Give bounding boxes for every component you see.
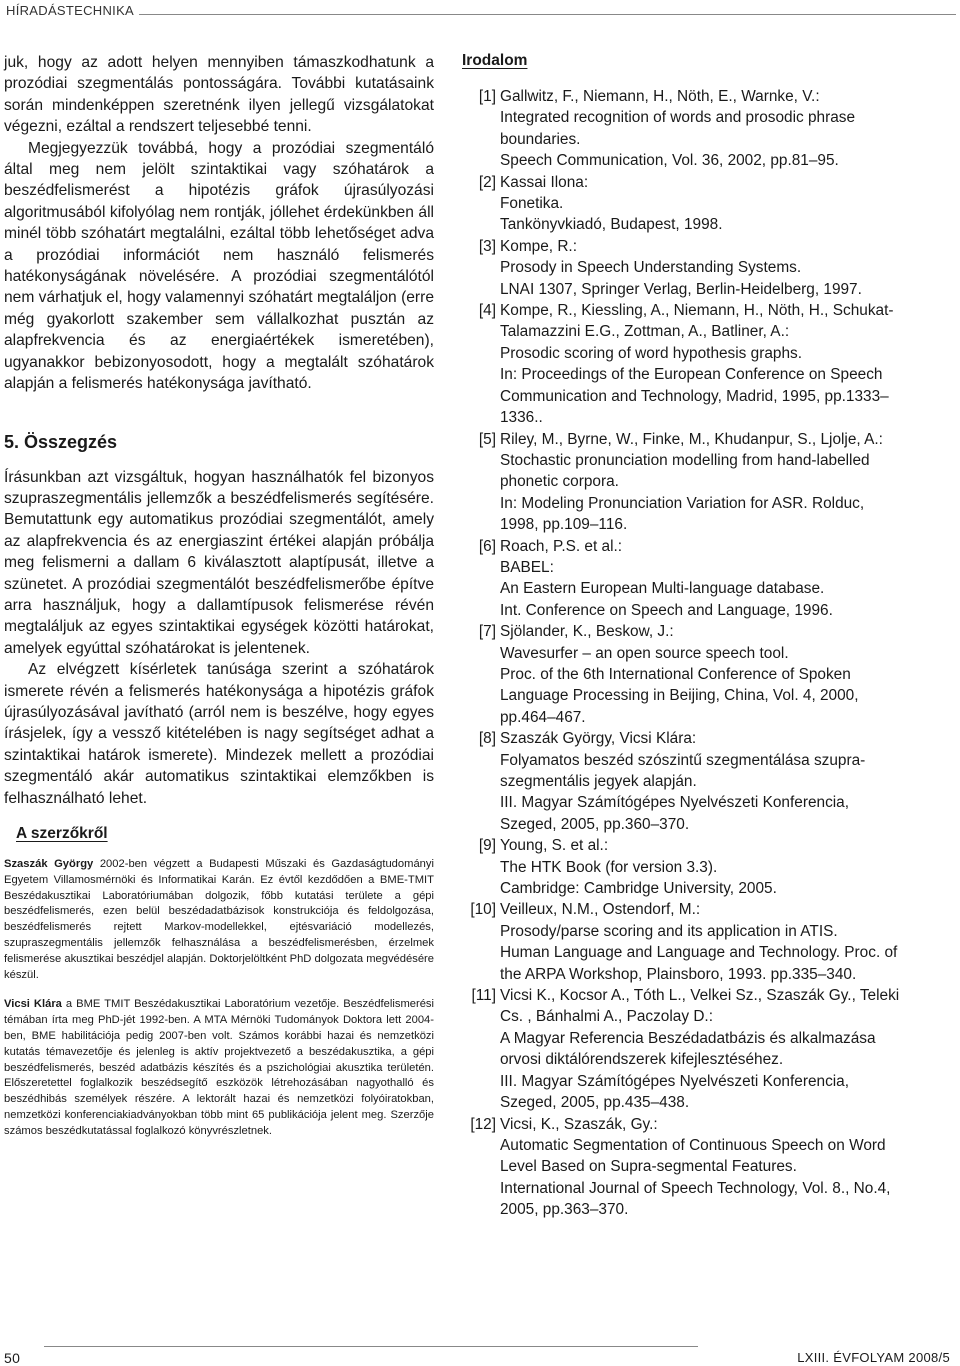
reference-item — [462, 899, 902, 985]
issue-label: LXIII. ÉVFOLYAM 2008/5 — [797, 1350, 950, 1365]
reference-item — [462, 86, 902, 172]
reference-number: [6] — [478, 537, 496, 555]
reference-item — [462, 985, 902, 1113]
reference-authors: Kassai Ilona: — [500, 173, 589, 191]
reference-item — [462, 300, 902, 428]
reference-authors: Young, S. et al.: — [500, 837, 609, 855]
reference-body — [500, 429, 902, 536]
author-bio-text: a BME TMIT Beszédakusztikai Laboratórium vezetője. Beszédfelismerési témában írta meg PhD-jét 1992-ben. A MTA Mérnöki Tudományok Doktora lett 2004-ben, BME habilitációja pedig 2007-ben volt. Számos korábbi hazai és nemzetközi kutatás témavezetője és jelenleg is aktív projektvezető a beszédakusztika, a gépi beszédfelismerés, beszéd adatbázis készítés és a pszichológiai akusztika területén. Előszeretettel foglalkozik beszédsegítő eszközök létrehozásában nagyothalló és beszédhibás személyek részére. A lektorált hazai és nemzetközi folyóiratokban, nemzetközi konferenciakiadványokban több mint 65 publikációja jelent meg. Szerzője számos beszédkutatással foglalkozó könyvrészletnek. — [4, 998, 435, 1137]
page-number: 50 — [4, 1350, 21, 1366]
reference-line: Fonetika. — [500, 195, 564, 213]
reference-body — [500, 985, 902, 1113]
reference-number: [8] — [478, 730, 496, 748]
right-column — [462, 52, 902, 1221]
reference-body — [500, 835, 902, 899]
reference-line: A Magyar Referencia Beszédadatbázis és alkalmazása orvosi diktálórendszerek kifejlesztéséhez. — [500, 1029, 876, 1069]
reference-item — [462, 835, 902, 899]
reference-line: Prosody in Speech Understanding Systems. — [500, 259, 802, 277]
header-rule — [139, 14, 956, 15]
reference-authors: Kompe, R., Kiessling, A., Niemann, H., Nöth, H., Schukat-Talamazzini E.G., Zottman, A., Batliner, A.: — [500, 302, 894, 341]
reference-line: In: Modeling Pronunciation Variation for ASR. Rolduc, 1998, pp.109–116. — [500, 494, 865, 534]
references-heading: Irodalom — [462, 52, 528, 69]
author-bio-szaszak — [4, 857, 434, 983]
author-bio-vicsi — [4, 997, 434, 1139]
reference-item — [462, 1114, 902, 1221]
reference-authors: Vicsi, K., Szaszák, Gy.: — [500, 1115, 658, 1133]
reference-line: BABEL: — [500, 558, 554, 576]
reference-line: Speech Communication, Vol. 36, 2002, pp.81–95. — [500, 152, 839, 170]
reference-body — [500, 1114, 902, 1221]
reference-number: [5] — [478, 430, 496, 448]
left-column — [4, 52, 434, 1154]
reference-number: [9] — [478, 837, 496, 855]
reference-line: Wavesurfer – an open source speech tool. — [500, 644, 789, 662]
reference-body — [500, 536, 902, 622]
reference-line: Folyamatos beszéd szószintű szegmentálása szupra-szegmentális jegyek alapján. — [500, 751, 866, 790]
reference-authors: Roach, P.S. et al.: — [500, 537, 623, 555]
reference-line: International Journal of Speech Technology, Vol. 8., No.4, 2005, pp.363–370. — [500, 1179, 891, 1219]
reference-body — [500, 86, 902, 172]
authors-heading: A szerzőkről — [16, 825, 108, 842]
reference-list — [462, 86, 902, 1221]
reference-number: [1] — [478, 88, 496, 105]
reference-line: III. Magyar Számítógépes Nyelvészeti Konferencia, Szeged, 2005, pp.360–370. — [500, 794, 850, 833]
reference-authors: Vicsi K., Kocsor A., Tóth L., Velkei Sz., Szaszák Gy., Teleki Cs. , Bánhalmi A., Paczolay D.: — [500, 987, 900, 1026]
reference-body — [500, 236, 902, 300]
reference-number: [7] — [478, 623, 496, 641]
reference-body — [500, 172, 902, 236]
reference-line: The HTK Book (for version 3.3). — [500, 858, 718, 876]
reference-authors: Veilleux, N.M., Ostendorf, M.: — [500, 901, 701, 919]
reference-line: LNAI 1307, Springer Verlag, Berlin-Heidelberg, 1997. — [500, 280, 862, 298]
author-name: Vicsi Klára — [4, 998, 62, 1011]
reference-line: Integrated recognition of words and prosodic phrase boundaries. — [500, 109, 856, 148]
reference-number: [3] — [478, 237, 496, 255]
paragraph-summary-2: Az elvégzett kísérletek tanúsága szerint a szóhatárok ismerete révén a felismerés hatékonysága a hipotézis gráfok újrasúlyozásával javítható (arról nem is beszélve, hogy egyes írásjelek, így a vessző kitételében is nagy segítséget adhat a szintaktikai határok ismerete). Mindezek mellett a prozódiai szegmentáló akár automatikus szintaktikai elemzőkben is felhasználható lehet. — [4, 661, 434, 807]
section-heading-summary: 5. Összegzés — [4, 431, 118, 452]
reference-authors: Szaszák György, Vicsi Klára: — [500, 730, 697, 748]
reference-line: Int. Conference on Speech and Language, 1996. — [500, 601, 833, 619]
author-name: Szaszák György — [4, 858, 94, 870]
reference-number: [4] — [478, 302, 496, 320]
reference-number: [2] — [478, 173, 496, 191]
reference-authors: Riley, M., Byrne, W., Finke, M., Khudanpur, S., Ljolje, A.: — [500, 430, 883, 448]
reference-item — [462, 429, 902, 536]
reference-item — [462, 236, 902, 300]
paragraph-segmenter-notes: Megjegyezzük továbbá, hogy a prozódiai szegmentáló által meg nem jelölt szintaktikai vagy szóhatárok a beszédfelismerést a hipotézis gráfok újrasúlyozási algoritmusából kifolyólag nem rontják, jóllehet érdekünkben áll minél több szóhatárt megtalálni, ezáltal több lehetőséget adva a prozódiai információt nem használó felismerés hatékonyságának növelésére. A prozódiai szegmentálótól nem várhatjuk el, hogy valamennyi szóhatárt megtaláljon (erre még gyakorlott szakember sem vállalkozhat pusztán az alapfrekvencia és az energiaértékek ismeretében), ugyanakkor bebizonyosodott, hogy a megtalált szóhatárok alapján a felismerés hatékonysága javítható. — [4, 139, 434, 393]
reference-line: Prosodic scoring of word hypothesis graphs. — [500, 344, 802, 362]
reference-line: Automatic Segmentation of Continuous Speech on Word Level Based on Supra-segmental Features. — [500, 1136, 886, 1176]
reference-item — [462, 621, 902, 728]
page-footer — [4, 1336, 956, 1366]
reference-number: [10] — [470, 901, 496, 919]
reference-line: Proc. of the 6th International Conference of Spoken Language Processing in Beijing, China, Vol. 4, 2000, pp.464–467. — [500, 665, 859, 726]
reference-authors: Gallwitz, F., Niemann, H., Nöth, E., Warnke, V.: — [500, 88, 820, 105]
footer-rule — [44, 1346, 698, 1347]
section-name: HÍRADÁSTECHNIKA — [6, 3, 135, 18]
reference-number: [12] — [470, 1115, 496, 1133]
paragraph-summary-1: Írásunkban azt vizsgáltuk, hogyan használhatók fel bizonyos szupraszegmentális jellemzők a beszédfelismerés segítésére. Bemutattunk egy automatikus prozódiai szegmentálót, amely az alapfrekvencia és az energiaszint értékei alapján próbálja meg felismerni a dallam 6 kiválasztott alaptípusát, illetve a szünetet. A prozódiai szegmentálót beszédfelismerőbe építve arra használjuk, hogy a dallamtípusok felismerése révén megtaláljuk az egyes szintaktikai egységek közötti határokat, amelyek egyúttal szóhatárokat is jelentenek. — [4, 468, 434, 657]
paragraph-continuation: juk, hogy az adott helyen mennyiben támaszkodhatunk a prozódiai szegmentálás pontosságára. További kutatásaink során mindenképpen szeretnénk ilyen jellegű vizsgálatokat végezni, ezáltal a rendszert teljesebbé tenni. — [4, 54, 434, 136]
reference-authors: Kompe, R.: — [500, 237, 577, 255]
reference-body — [500, 621, 902, 728]
reference-line: In: Proceedings of the European Conference on Speech Communication and Technology, Madrid, 1995, pp.1333–1336.. — [500, 366, 889, 427]
reference-item — [462, 536, 902, 622]
reference-line: III. Magyar Számítógépes Nyelvészeti Konferencia, Szeged, 2005, pp.435–438. — [500, 1072, 850, 1112]
reference-line: Human Language and Language and Technology. Proc. of the ARPA Workshop, Plainsboro, 1993. pp.335–340. — [500, 944, 898, 983]
reference-item — [462, 172, 902, 236]
reference-body — [500, 300, 902, 428]
author-bio-text: 2002-ben végzett a Budapesti Műszaki és Gazdaságtudományi Egyetem Villamosmérnöki és Informatikai Karán. Ez évtől kezdődően a BME-TMIT Beszédakusztikai Laboratóriumában dolgozik, főbb kutatási területe a gépi beszédfelismerés, ezen belül beszédadatbázisok konstrukciója és feldolgozása, beszédfelismerés rejtett Markov-modellekkel, ejtésvariáció modellezés, szupraszegmentális jellemzők felhasználása a beszédfelismerésben, érzelmek felismerése akusztikai beszédjel alapján. Doktorjelöltként PhD dolgozata megvédésére készül. — [4, 858, 434, 981]
reference-line: Stochastic pronunciation modelling from hand-labelled phonetic corpora. — [500, 451, 870, 491]
running-header — [4, 0, 956, 24]
reference-body — [500, 899, 902, 985]
reference-line: Tankönyvkiadó, Budapest, 1998. — [500, 216, 723, 234]
reference-line: Prosody/parse scoring and its application in ATIS. — [500, 922, 838, 940]
reference-line: Cambridge: Cambridge University, 2005. — [500, 880, 777, 898]
reference-number: [11] — [471, 987, 496, 1005]
reference-authors: Sjölander, K., Beskow, J.: — [500, 623, 674, 641]
reference-line: An Eastern European Multi-language database. — [500, 580, 825, 598]
reference-body — [500, 728, 902, 835]
reference-item — [462, 728, 902, 835]
